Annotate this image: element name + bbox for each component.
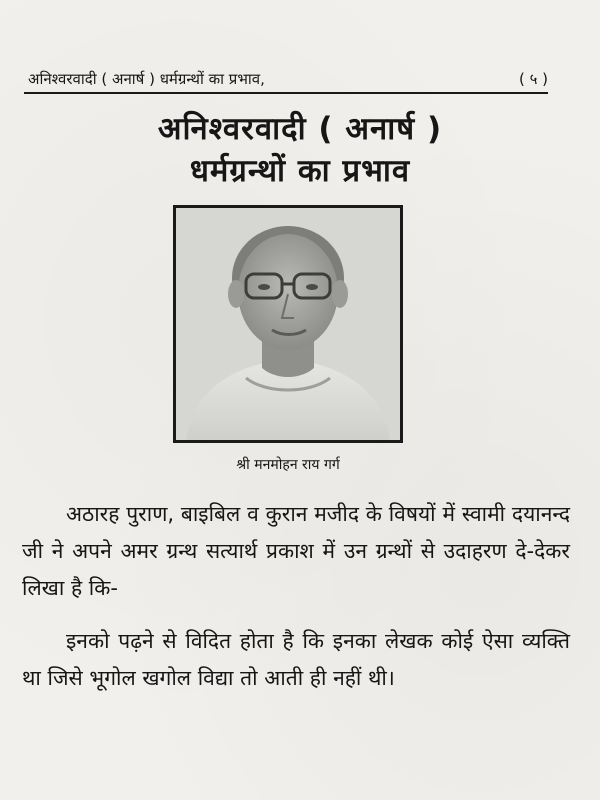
photo-caption: श्री मनमोहन राय गर्ग <box>236 457 340 473</box>
chapter-title <box>40 108 560 192</box>
page-number: ( ५ ) <box>518 70 548 88</box>
chapter-title-line-2: धर्मग्रन्थों का प्रभाव <box>189 153 411 189</box>
chapter-title-line-1: अनिश्वरवादी ( अनार्ष ) <box>157 111 443 147</box>
body-text <box>22 496 570 697</box>
author-portrait <box>173 205 403 443</box>
running-header <box>28 68 548 90</box>
header-rule <box>24 92 548 94</box>
portrait-photo <box>176 208 400 440</box>
running-header-title: अनिश्वरवादी ( अनार्ष ) धर्मग्रन्थों का प्रभाव, <box>28 70 265 88</box>
paragraph-1: अठारह पुराण, बाइबिल व कुरान मजीद के विषयों में स्वामी दयानन्द जी ने अपने अमर ग्रन्थ सत्यार्थ प्रकाश में उन ग्रन्थों से उदाहरण दे-देकर लिखा है कि- <box>22 502 570 600</box>
paragraph-2: इनको पढ़ने से विदित होता है कि इनका लेखक कोई ऐसा व्यक्ति था जिसे भूगोल खगोल विद्या तो आती ही नहीं थी। <box>22 629 570 690</box>
